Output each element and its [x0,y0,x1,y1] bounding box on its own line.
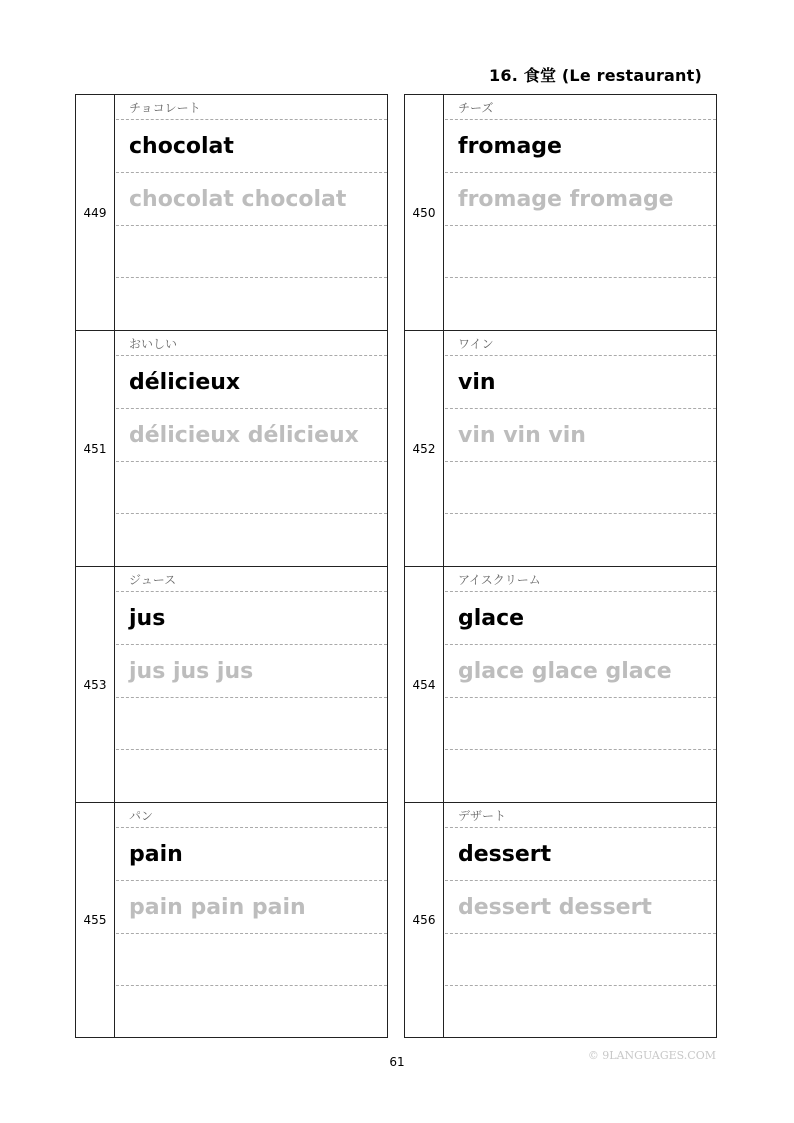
right-column [404,94,717,1038]
vocab-card [75,94,388,330]
trace-text: délicieux délicieux [116,409,387,462]
trace-text: chocolat chocolat [116,173,387,226]
french-word: fromage [445,120,716,173]
practice-line [445,934,716,986]
practice-line [116,278,387,330]
practice-line [116,750,387,802]
word-number: 450 [405,95,444,330]
practice-line [445,514,716,566]
vocab-card [75,802,388,1038]
practice-line [116,986,387,1038]
practice-line [116,226,387,278]
vocab-card [75,330,388,566]
practice-line [445,226,716,278]
french-word: glace [445,592,716,645]
practice-line [116,514,387,566]
japanese-hint: ジュース [116,567,387,592]
practice-line [445,698,716,750]
left-column [75,94,388,1038]
trace-text: pain pain pain [116,881,387,934]
french-word: jus [116,592,387,645]
word-number: 451 [76,331,115,566]
vocab-card [404,330,717,566]
trace-text: jus jus jus [116,645,387,698]
japanese-hint: デザート [445,803,716,828]
french-word: délicieux [116,356,387,409]
japanese-hint: パン [116,803,387,828]
japanese-hint: アイスクリーム [445,567,716,592]
practice-line [445,750,716,802]
word-number: 454 [405,567,444,802]
page-title: 16. 食堂 (Le restaurant) [489,66,702,85]
practice-line [116,698,387,750]
japanese-hint: ワイン [445,331,716,356]
word-number: 453 [76,567,115,802]
trace-text: dessert dessert [445,881,716,934]
practice-line [116,934,387,986]
vocab-card [75,566,388,802]
french-word: dessert [445,828,716,881]
vocab-card [404,94,717,330]
practice-line [445,986,716,1038]
vocab-card [404,566,717,802]
practice-line [116,462,387,514]
page-number: 61 [389,1055,405,1069]
trace-text: glace glace glace [445,645,716,698]
french-word: pain [116,828,387,881]
word-number: 449 [76,95,115,330]
practice-line [445,462,716,514]
japanese-hint: チーズ [445,95,716,120]
copyright-watermark: © 9LANGUAGES.COM [587,1049,716,1062]
japanese-hint: チョコレート [116,95,387,120]
french-word: chocolat [116,120,387,173]
practice-line [445,278,716,330]
vocab-card [404,802,717,1038]
japanese-hint: おいしい [116,331,387,356]
word-number: 456 [405,803,444,1037]
trace-text: vin vin vin [445,409,716,462]
word-number: 455 [76,803,115,1037]
french-word: vin [445,356,716,409]
trace-text: fromage fromage [445,173,716,226]
word-number: 452 [405,331,444,566]
